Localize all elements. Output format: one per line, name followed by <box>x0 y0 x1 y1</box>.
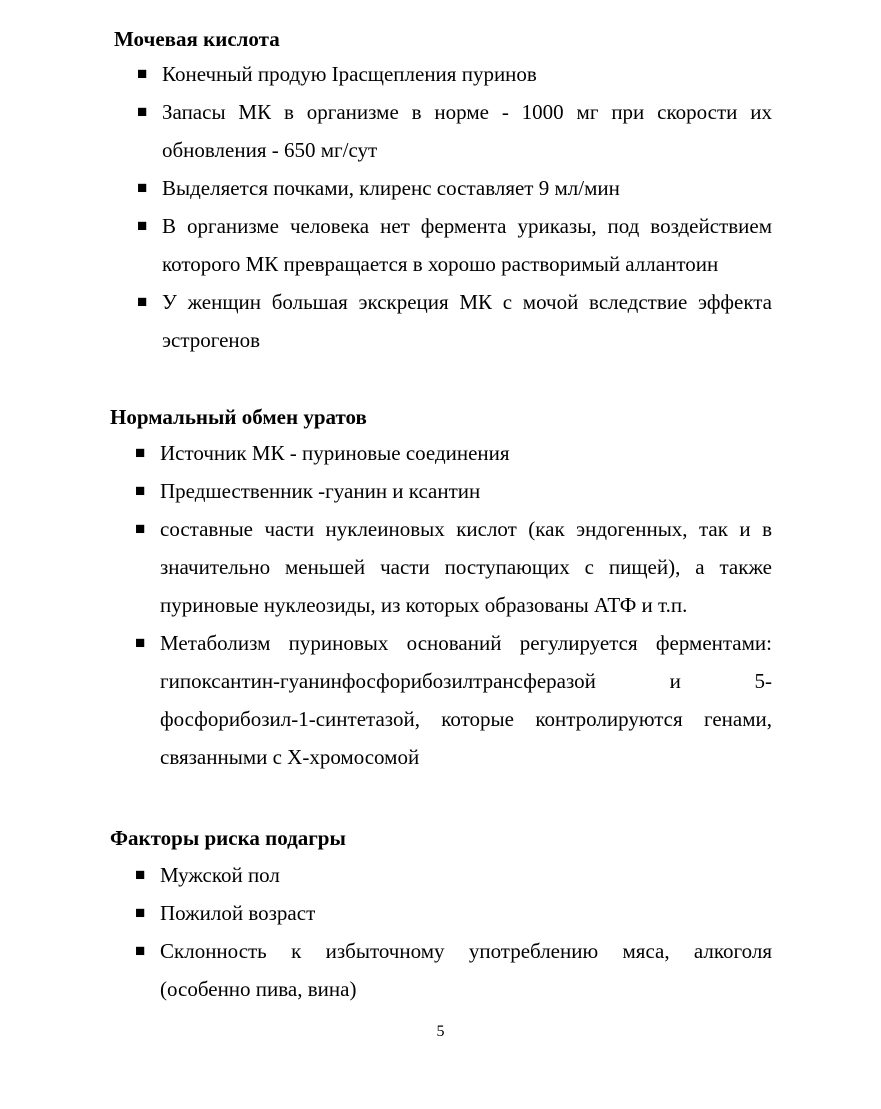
list-item <box>0 932 772 1008</box>
list-item-text: составные части нуклеиновых кислот (как эндогенных, так и в значительно меньшей части поступающих с пищей), а также пуриновые нуклеозиды, из которых образованы АТФ и т.п. <box>160 517 772 617</box>
list-item-text: Склонность к избыточному употреблению мяса, алкоголя (особенно пива, вина) <box>160 939 772 1001</box>
list-item <box>0 510 772 624</box>
list-item <box>0 624 772 776</box>
list-item <box>0 55 772 93</box>
section-title-normal-urate-metabolism: Нормальный обмен уратов <box>110 405 367 429</box>
page-number: 5 <box>436 1023 445 1040</box>
list-item <box>0 894 772 932</box>
bullet-square-icon: ■ <box>135 481 146 500</box>
list-item-text: Источник МК - пуриновые соединения <box>160 441 510 465</box>
section-list-gout-risk-factors <box>0 856 772 1008</box>
bullet-square-icon: ■ <box>137 178 148 197</box>
list-item-text: Мужской пол <box>160 863 280 887</box>
section-list-uric-acid <box>0 55 772 359</box>
bullet-square-icon: ■ <box>135 941 146 960</box>
section-title-uric-acid: Мочевая кислота <box>114 27 280 51</box>
list-item <box>0 93 772 169</box>
list-item-text: Выделяется почками, клиренс составляет 9 мл/мин <box>162 176 620 200</box>
list-item-text: В организме человека нет фермента уриказы, под воздействием которого МК превращается в хорошо растворимый аллантоин <box>162 214 772 276</box>
list-item <box>0 169 772 207</box>
bullet-square-icon: ■ <box>135 443 146 462</box>
list-item-text: У женщин большая экскреция МК с мочой вследствие эффекта эстрогенов <box>162 290 772 352</box>
list-item-text: Предшественник -гуанин и ксантин <box>160 479 481 503</box>
bullet-square-icon: ■ <box>137 216 148 235</box>
list-item-text: Запасы МК в организме в норме - 1000 мг при скорости их обновления - 650 мг/сут <box>162 100 772 162</box>
list-item-text: Метаболизм пуриновых оснований регулируется ферментами: гипоксантин-гуанинфосфорибозилтрансферазой и 5-фосфорибозил-1-синтетазой, которые контролируются генами, связанными с Х-хромосомой <box>160 631 772 769</box>
list-item <box>0 434 772 472</box>
list-item <box>0 207 772 283</box>
section-list-normal-urate-metabolism <box>0 434 772 776</box>
bullet-square-icon: ■ <box>135 519 146 538</box>
bullet-square-icon: ■ <box>137 292 148 311</box>
list-item-text: Пожилой возраст <box>160 901 316 925</box>
bullet-square-icon: ■ <box>137 102 148 121</box>
list-item <box>0 472 772 510</box>
bullet-square-icon: ■ <box>135 865 146 884</box>
section-title-gout-risk-factors: Факторы риска подагры <box>110 826 346 850</box>
bullet-square-icon: ■ <box>137 64 148 83</box>
list-item <box>0 856 772 894</box>
list-item <box>0 283 772 359</box>
bullet-square-icon: ■ <box>135 903 146 922</box>
list-item-text: Конечный продую Iрасщепления пуринов <box>162 62 537 86</box>
bullet-square-icon: ■ <box>135 633 146 652</box>
